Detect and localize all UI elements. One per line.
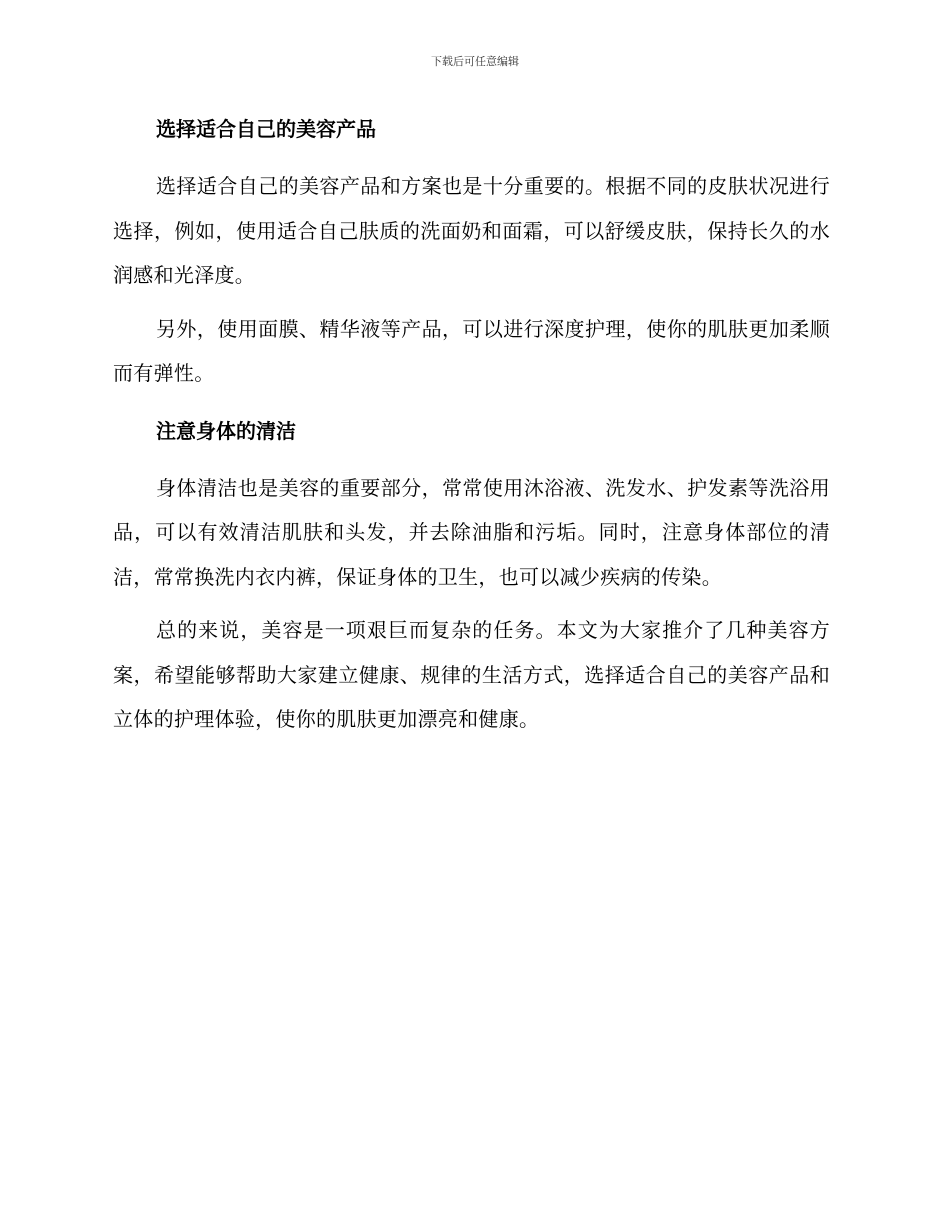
page-header: 下载后可任意编辑 (431, 55, 519, 68)
body-paragraph: 另外，使用面膜、精华液等产品，可以进行深度护理，使你的肌肤更加柔顺而有弹性。 (113, 316, 830, 385)
document-body (113, 112, 830, 742)
section-heading: 注意身体的清洁 (156, 418, 296, 443)
section-heading: 选择适合自己的美容产品 (156, 117, 376, 141)
body-paragraph: 身体清洁也是美容的重要部分，常常使用沐浴液、洗发水、护发素等洗浴用品，可以有效清洁肌肤和头发，并去除油脂和污垢。同时，注意身体部位的清洁，常常换洗内衣内裤，保证身体的卫生，也可以减少疾病的传染。 (113, 475, 830, 589)
body-paragraph: 选择适合自己的美容产品和方案也是十分重要的。根据不同的皮肤状况进行选择，例如，使用适合自己肤质的洗面奶和面霜，可以舒缓皮肤，保持长久的水润感和光泽度。 (113, 174, 830, 287)
conclusion-paragraph: 总的来说，美容是一项艰巨而复杂的任务。本文为大家推介了几种美容方案，希望能够帮助大家建立健康、规律的生活方式，选择适合自己的美容产品和立体的护理体验，使你的肌肤更加漂亮和健康。 (113, 618, 830, 731)
